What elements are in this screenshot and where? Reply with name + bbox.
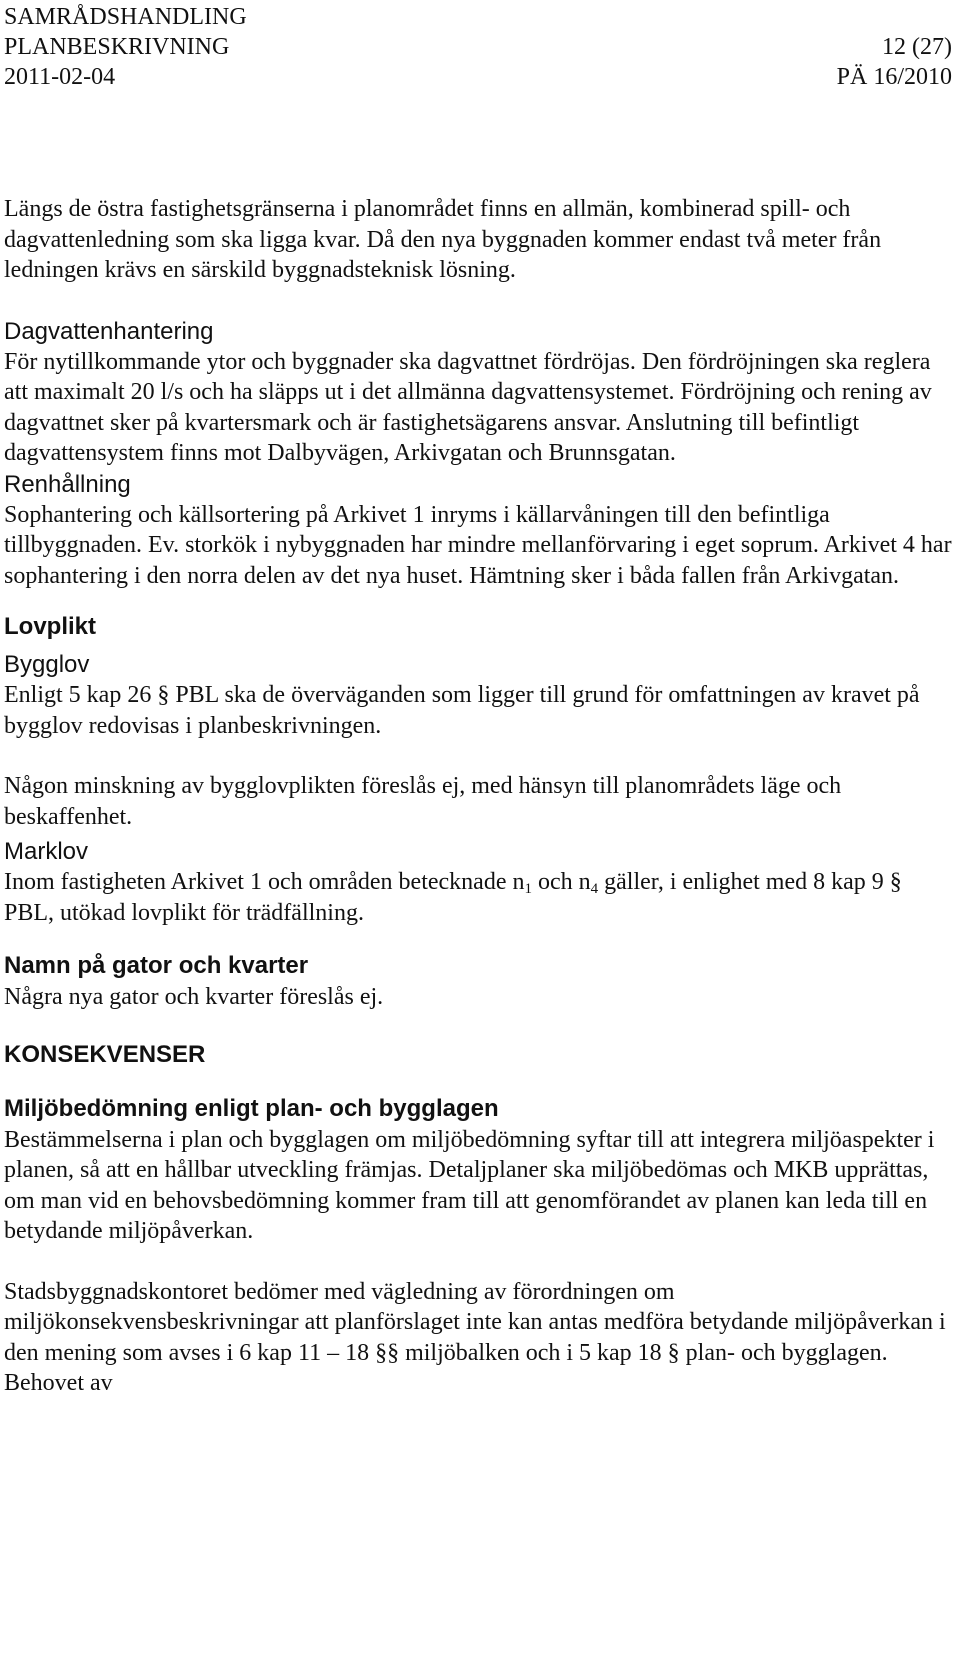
paragraph-renhallning: Sophantering och källsortering på Arkivet 1 inryms i källarvåningen till den befintliga tillbyggnaden. Ev. storkök i nybyggnaden har mindre mellanförvaring i eget soprum. Arkivet 4 har sophantering i den norra delen av det nya huset. Hämtning sker i båda fallen från Arkivgatan. <box>4 501 952 589</box>
paragraph-bygglov: Enligt 5 kap 26 § PBL ska de överväganden som ligger till grund för omfattningen av kravet på bygglov redovisas i planbeskrivningen. <box>4 682 920 739</box>
heading-lovplikt: Lovplikt <box>4 613 97 640</box>
paragraph-marklov: Inom fastigheten Arkivet 1 och områden betecknade $n_1$ och $n_4$ gäller, i enlighet med 8 kap 9 § PBL, utökad lovplikt för trädfällning. <box>4 869 902 926</box>
heading-renhallning: Renhållning <box>4 470 131 498</box>
paragraph-dagvatten: För nytillkommande ytor och byggnader ska dagvattnet fördröjas. Den fördröjningen ska reglera att maximalt 20 l/s och ha släpps ut i det allmänna dagvattensystemet. Fördröjning och rening av dagvattnet sker på kvartersmark och är fastighetsägarens ansvar. Anslutning till befintligt dagvattensystem finns mot Dalbyvägen, Arkivgatan och Brunnsgatan. <box>4 348 932 466</box>
paragraph-namn: Några nya gator och kvarter föreslås ej. <box>4 984 384 1010</box>
document-reference: PÄ 16/2010 <box>836 64 952 90</box>
document-body <box>4 194 954 1399</box>
heading-konsekvenser: KONSEKVENSER <box>4 1040 206 1068</box>
paragraph-miljobedomning: Bestämmelserna i plan och bygglagen om miljöbedömning syftar till att integrera miljöaspekter i planen, så att en hållbar utveckling främjas. Detaljplaner ska miljöbedömas och MKB upprättas, om man vid en behovsbedömning kommer fram till att genomförandet av planen kan leda till en betydande miljöpåverkan. <box>4 1126 935 1244</box>
heading-dagvattenhantering: Dagvattenhantering <box>4 317 214 345</box>
heading-bygglov: Bygglov <box>4 651 90 678</box>
page-number: 12 (27) <box>882 34 952 60</box>
document-date: 2011-02-04 <box>4 64 116 90</box>
paragraph-stadsbyggnad: Stadsbyggnadskontoret bedömer med vägledning av förordningen om miljökonsekvensbeskrivningar att planförslaget inte kan antas medföra betydande miljöpåverkan i den mening som avses i 6 kap 11 – 18 §§ miljöbalken och i 5 kap 18 § plan- och bygglagen. Behovet av <box>4 1278 946 1396</box>
heading-marklov: Marklov <box>4 838 89 865</box>
heading-miljobedomning: Miljöbedömning enligt plan- och bygglagen <box>4 1094 499 1122</box>
page-header <box>4 2 952 92</box>
paragraph-ledning: Längs de östra fastighetsgränserna i planområdet finns en allmän, kombinerad spill- och dagvattenledning som ska ligga kvar. Då den nya byggnaden kommer endast två meter från ledningen krävs en särskild byggnadsteknisk lösning. <box>4 196 882 283</box>
heading-namn-gator: Namn på gator och kvarter <box>4 952 309 979</box>
paragraph-minskning: Någon minskning av bygglovplikten föreslås ej, med hänsyn till planområdets läge och beskaffenhet. <box>4 773 842 830</box>
document-type: PLANBESKRIVNING <box>4 34 230 60</box>
document-status: SAMRÅDSHANDLING <box>4 4 247 30</box>
